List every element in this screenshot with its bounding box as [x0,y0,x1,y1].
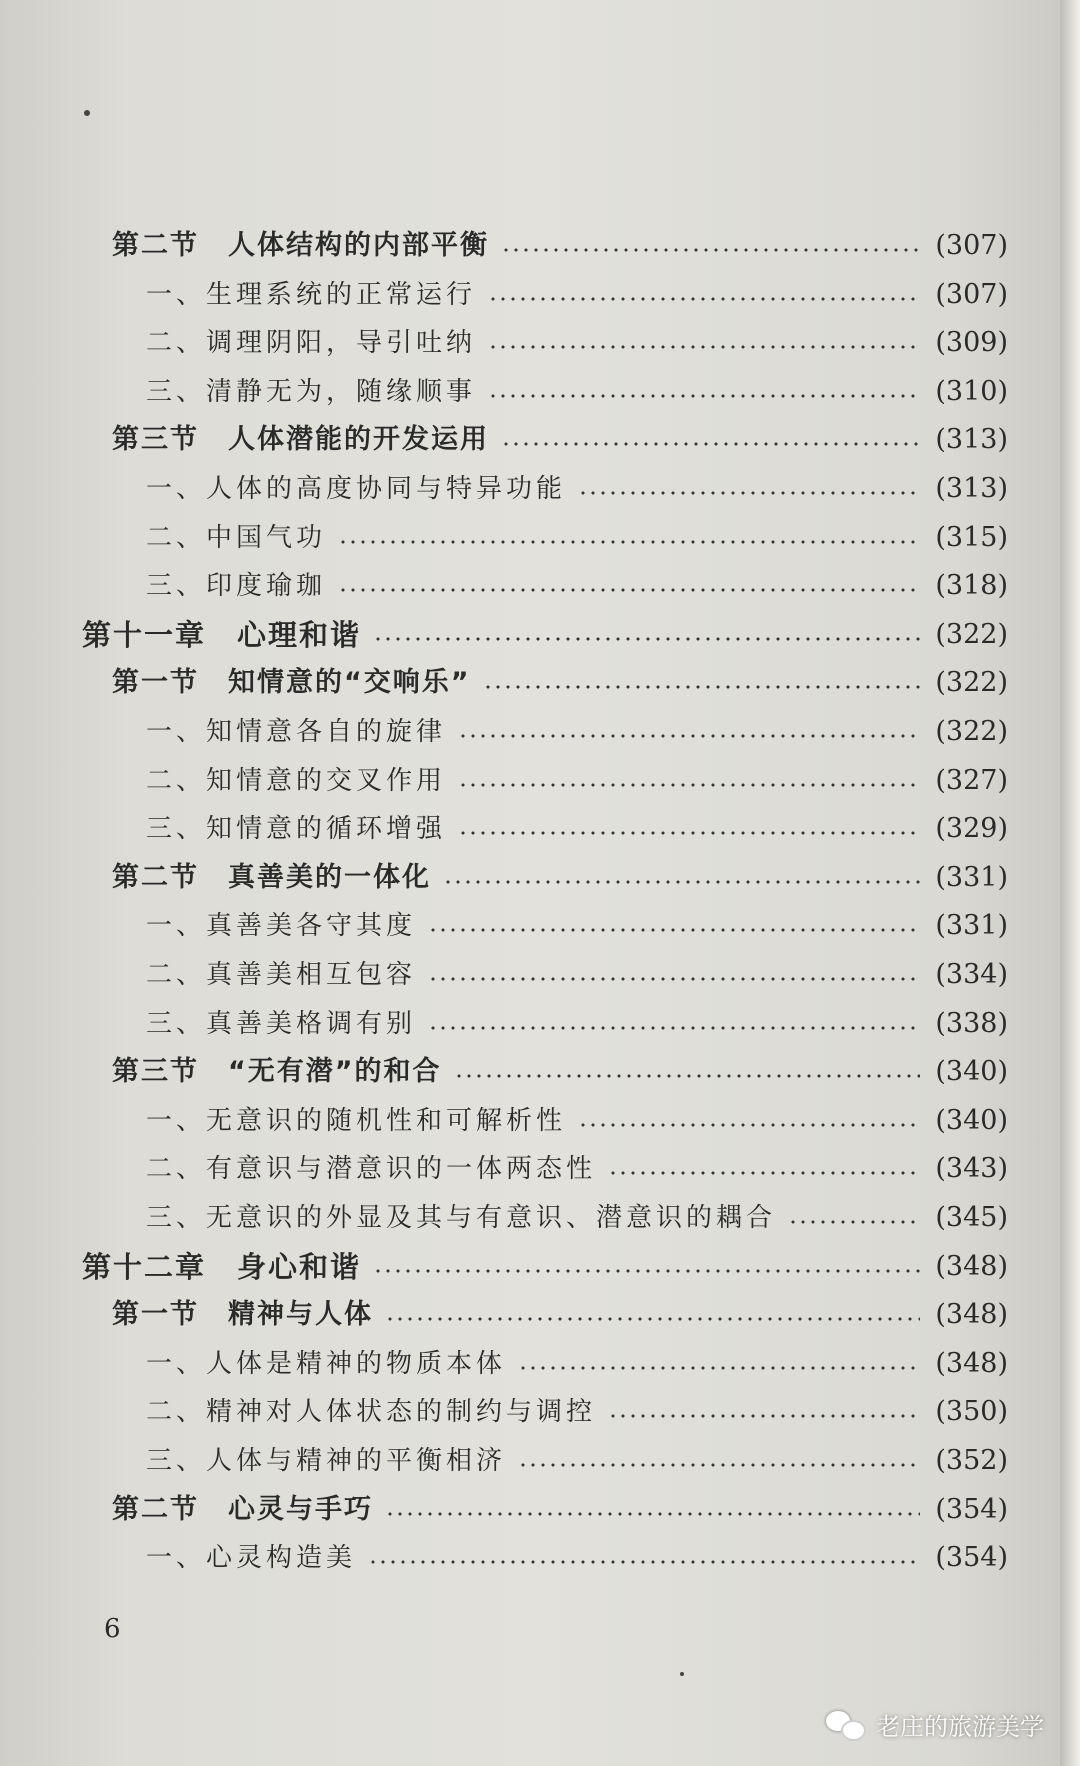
leader-dots [518,1366,920,1370]
toc-title: 三、无意识的外显及其与有意识、潜意识的耦合 [146,1203,777,1233]
leader-dots [338,540,920,544]
leader-dots [483,685,921,689]
toc-entry-item [146,1101,1008,1141]
watermark-text: 老庄的旅游美学 [876,1713,1044,1741]
leader-dots [488,297,920,301]
toc-page-number: (338) [935,1008,1008,1039]
leader-dots [578,491,920,495]
leader-dots [501,442,920,446]
toc-entry-section [112,226,1008,266]
leader-dots [458,783,920,787]
toc-entry-section [112,663,1008,703]
toc-title: 三、人体与精神的平衡相济 [146,1446,507,1476]
toc-entry-item [146,566,1008,606]
toc-entry-item [146,1538,1008,1578]
toc-page-number: (307) [935,279,1008,310]
page-number: 6 [104,1614,121,1644]
toc-title: 三、印度瑜珈 [146,571,327,601]
toc-page-number: (350) [935,1396,1008,1427]
paper-speck [680,1672,684,1676]
toc-title: 一、心灵构造美 [146,1543,357,1573]
toc-entry-item [146,1004,1008,1044]
leader-dots [488,345,920,349]
toc-page-number: (354) [935,1494,1008,1525]
toc-title: 一、真善美各守其度 [146,911,417,941]
leader-dots [428,928,920,932]
leader-dots [428,1026,920,1030]
toc-title: 二、真善美相互包容 [146,960,417,990]
leader-dots [608,1171,920,1175]
toc-page-number: (354) [935,1542,1008,1573]
leader-dots [373,1269,920,1273]
toc-entry-item [146,1392,1008,1432]
toc-page-number: (343) [935,1153,1008,1184]
leader-dots [458,734,920,738]
toc-title: 二、精神对人体状态的制约与调控 [146,1397,597,1427]
toc-page-number: (331) [935,862,1008,893]
toc-page-number: (313) [935,424,1008,455]
leader-dots [443,880,920,884]
toc-entry-section [112,1052,1008,1092]
toc-entry-chapter [82,615,1008,655]
toc-title: 第二节 人体结构的内部平衡 [112,230,489,261]
toc-page-number: (322) [935,619,1008,650]
toc-entry-item [146,323,1008,363]
page-edge [1060,0,1080,1766]
toc-entry-item [146,955,1008,995]
toc-entry-item [146,372,1008,412]
toc-title: 第二节 真善美的一体化 [112,862,431,893]
toc-title: 第三节 “无有潜”的和合 [112,1056,442,1087]
toc-entry-item [146,906,1008,946]
toc-page-number: (322) [935,716,1008,747]
toc-entry-item [146,1344,1008,1384]
toc-page-number: (348) [935,1299,1008,1330]
paper-speck [84,110,90,116]
toc-page-number: (318) [935,570,1008,601]
toc-entry-item [146,712,1008,752]
toc-title: 二、中国气功 [146,523,327,553]
toc-page-number: (329) [935,813,1008,844]
toc-entry-item [146,469,1008,509]
toc-page-number: (340) [935,1056,1008,1087]
toc-title: 一、人体的高度协同与特异功能 [146,474,567,504]
toc-title: 二、知情意的交叉作用 [146,766,447,796]
leader-dots [385,1512,920,1516]
watermark [826,1707,1044,1742]
toc-page-number: (345) [935,1202,1008,1233]
toc-page-number: (310) [935,376,1008,407]
toc-entry-section [112,420,1008,460]
wechat-icon [826,1709,866,1741]
leader-dots [428,977,920,981]
toc-title: 三、清静无为，随缘顺事 [146,377,477,407]
toc-page-number: (331) [935,910,1008,941]
toc-page-number: (340) [935,1105,1008,1136]
toc-title: 一、无意识的随机性和可解析性 [146,1106,567,1136]
toc-page-number: (307) [935,230,1008,261]
toc-title: 三、真善美格调有别 [146,1009,417,1039]
toc-page-number: (327) [935,765,1008,796]
toc-entry-item [146,1149,1008,1189]
toc-entry-section [112,858,1008,898]
leader-dots [373,637,920,641]
toc-title: 二、有意识与潜意识的一体两态性 [146,1154,597,1184]
toc-title: 第三节 人体潜能的开发运用 [112,424,489,455]
leader-dots [578,1123,920,1127]
leader-dots [518,1463,920,1467]
toc-title: 二、调理阴阳，导引吐纳 [146,328,477,358]
toc-entry-item [146,761,1008,801]
leader-dots [454,1074,921,1078]
leader-dots [608,1414,920,1418]
leader-dots [338,588,920,592]
leader-dots [488,394,920,398]
toc-page-number: (348) [935,1348,1008,1379]
toc-entry-section [112,1295,1008,1335]
toc-title: 三、知情意的循环增强 [146,814,447,844]
toc-page-number: (322) [935,667,1008,698]
toc-entry-chapter [82,1247,1008,1287]
toc-entry-item [146,1441,1008,1481]
toc-page-number: (348) [935,1251,1008,1282]
toc-entry-item [146,1198,1008,1238]
toc-title: 第十一章 心理和谐 [82,618,362,652]
toc-title: 第十二章 身心和谐 [82,1250,362,1284]
toc-page-number: (352) [935,1445,1008,1476]
leader-dots [368,1560,920,1564]
toc-page-number: (315) [935,522,1008,553]
toc-entry-section [112,1490,1008,1530]
toc-title: 第二节 心灵与手巧 [112,1494,373,1525]
toc-entry-item [146,809,1008,849]
toc-page-number: (313) [935,473,1008,504]
leader-dots [788,1220,920,1224]
toc-title: 第一节 精神与人体 [112,1299,373,1330]
toc-title: 一、知情意各自的旋律 [146,717,447,747]
toc-entry-item [146,275,1008,315]
leader-dots [458,831,920,835]
toc-entry-item [146,518,1008,558]
toc-title: 一、生理系统的正常运行 [146,280,477,310]
toc-page-number: (334) [935,959,1008,990]
leader-dots [501,248,920,252]
toc-title: 一、人体是精神的物质本体 [146,1349,507,1379]
leader-dots [385,1317,920,1321]
toc-page-number: (309) [935,327,1008,358]
toc-title: 第一节 知情意的“交响乐” [112,667,471,698]
